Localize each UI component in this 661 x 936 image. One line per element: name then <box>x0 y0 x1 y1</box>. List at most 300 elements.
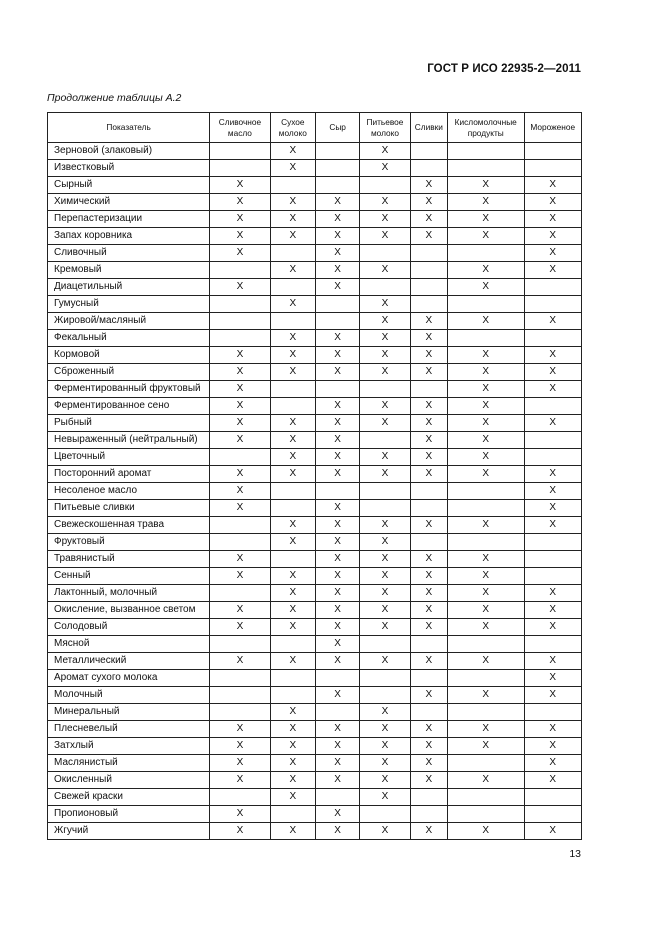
table-cell: X <box>360 466 410 483</box>
table-cell <box>210 704 270 721</box>
table-cell: X <box>315 738 359 755</box>
table-cell <box>410 279 447 296</box>
table-cell: X <box>524 653 582 670</box>
table-cell: X <box>270 449 315 466</box>
table-cell <box>270 398 315 415</box>
table-cell <box>447 704 524 721</box>
table-row <box>48 568 582 585</box>
row-label: Маслянистый <box>48 755 210 772</box>
table-cell: X <box>270 721 315 738</box>
table-cell: X <box>410 415 447 432</box>
table-cell: X <box>410 177 447 194</box>
table-row <box>48 364 582 381</box>
table-cell <box>524 449 582 466</box>
table-cell: X <box>210 194 270 211</box>
column-header-drinking-milk: Питьевое молоко <box>360 113 410 143</box>
row-label: Окисленный <box>48 772 210 789</box>
table-cell <box>447 636 524 653</box>
table-cell: X <box>410 466 447 483</box>
table-cell <box>360 670 410 687</box>
table-cell <box>315 177 359 194</box>
row-label: Металлический <box>48 653 210 670</box>
table-cell: X <box>210 772 270 789</box>
table-cell: X <box>210 806 270 823</box>
table-cell <box>524 330 582 347</box>
table-cell <box>360 177 410 194</box>
table-cell: X <box>270 347 315 364</box>
table-cell: X <box>315 279 359 296</box>
table-cell <box>410 704 447 721</box>
column-header-butter: Сливочное масло <box>210 113 270 143</box>
column-header-ice-cream: Мороженое <box>524 113 582 143</box>
row-label: Диацетильный <box>48 279 210 296</box>
table-cell <box>210 670 270 687</box>
table-cell <box>270 551 315 568</box>
table-cell: X <box>360 568 410 585</box>
table-cell: X <box>410 721 447 738</box>
table-cell: X <box>410 211 447 228</box>
table-row <box>48 619 582 636</box>
table-cell <box>270 177 315 194</box>
page-number: 13 <box>569 848 581 860</box>
table-cell: X <box>447 194 524 211</box>
table-cell <box>410 806 447 823</box>
table-cell <box>315 704 359 721</box>
table-cell <box>210 262 270 279</box>
table-cell <box>410 636 447 653</box>
table-cell: X <box>360 551 410 568</box>
table-row <box>48 262 582 279</box>
table-cell: X <box>447 313 524 330</box>
table-cell: X <box>210 738 270 755</box>
table-cell: X <box>315 806 359 823</box>
table-cell: X <box>447 619 524 636</box>
table-row <box>48 415 582 432</box>
table-cell <box>210 534 270 551</box>
table-cell <box>447 534 524 551</box>
table-cell: X <box>315 534 359 551</box>
table-cell: X <box>315 330 359 347</box>
row-label: Питьевые сливки <box>48 500 210 517</box>
table-cell: X <box>360 772 410 789</box>
table-cell: X <box>270 517 315 534</box>
table-row <box>48 823 582 840</box>
table-row <box>48 687 582 704</box>
table-row <box>48 551 582 568</box>
table-cell <box>410 160 447 177</box>
row-label: Невыраженный (нейтральный) <box>48 432 210 449</box>
table-cell: X <box>447 721 524 738</box>
table-row <box>48 534 582 551</box>
table-cell: X <box>210 823 270 840</box>
table-row <box>48 789 582 806</box>
table-cell: X <box>524 262 582 279</box>
table-cell: X <box>447 432 524 449</box>
table-cell: X <box>210 602 270 619</box>
table-cell: X <box>410 602 447 619</box>
table-row <box>48 228 582 245</box>
table-cell <box>524 398 582 415</box>
table-cell: X <box>360 721 410 738</box>
row-label: Ферментированный фруктовый <box>48 381 210 398</box>
table-cell: X <box>447 517 524 534</box>
table-cell: X <box>270 585 315 602</box>
table-cell <box>524 806 582 823</box>
table-cell: X <box>447 177 524 194</box>
table-cell: X <box>315 568 359 585</box>
table-cell: X <box>410 687 447 704</box>
table-cell: X <box>210 228 270 245</box>
table-cell: X <box>315 585 359 602</box>
table-cell: X <box>410 228 447 245</box>
table-cell: X <box>360 262 410 279</box>
table-cell: X <box>524 755 582 772</box>
table-cell: X <box>315 619 359 636</box>
row-label: Фекальный <box>48 330 210 347</box>
table-row <box>48 738 582 755</box>
table-cell: X <box>210 398 270 415</box>
table-cell: X <box>210 364 270 381</box>
column-header-milk-powder: Сухое молоко <box>270 113 315 143</box>
table-cell <box>270 279 315 296</box>
table-cell: X <box>447 823 524 840</box>
row-label: Лактонный, молочный <box>48 585 210 602</box>
table-cell: X <box>410 772 447 789</box>
table-cell: X <box>447 568 524 585</box>
table-cell: X <box>360 194 410 211</box>
table-cell: X <box>447 364 524 381</box>
table-cell <box>410 296 447 313</box>
table-cell: X <box>270 704 315 721</box>
table-row <box>48 211 582 228</box>
table-cell: X <box>410 347 447 364</box>
table-cell: X <box>410 432 447 449</box>
table-cell: X <box>447 415 524 432</box>
table-cell: X <box>210 245 270 262</box>
column-header-cream: Сливки <box>410 113 447 143</box>
row-label: Минеральный <box>48 704 210 721</box>
row-label: Гумусный <box>48 296 210 313</box>
table-cell: X <box>524 228 582 245</box>
table-row <box>48 398 582 415</box>
table-cell: X <box>270 619 315 636</box>
table-cell <box>315 483 359 500</box>
row-label: Затхлый <box>48 738 210 755</box>
row-label: Сброженный <box>48 364 210 381</box>
table-cell <box>360 806 410 823</box>
table-cell: X <box>524 415 582 432</box>
table-cell: X <box>210 568 270 585</box>
table-cell <box>447 330 524 347</box>
table-row <box>48 160 582 177</box>
table-cell: X <box>360 823 410 840</box>
table-cell: X <box>315 551 359 568</box>
table-cell: X <box>360 653 410 670</box>
table-cell <box>524 279 582 296</box>
table-cell: X <box>210 381 270 398</box>
table-cell: X <box>524 823 582 840</box>
table-cell <box>524 160 582 177</box>
table-cell: X <box>315 500 359 517</box>
row-label: Кормовой <box>48 347 210 364</box>
table-cell <box>210 789 270 806</box>
table-cell: X <box>360 347 410 364</box>
table-cell: X <box>360 143 410 160</box>
table-cell <box>360 245 410 262</box>
table-cell: X <box>360 415 410 432</box>
table-cell: X <box>315 211 359 228</box>
table-cell: X <box>360 330 410 347</box>
table-cell <box>315 670 359 687</box>
table-cell <box>210 143 270 160</box>
row-label: Молочный <box>48 687 210 704</box>
table-cell: X <box>447 347 524 364</box>
table-cell <box>447 296 524 313</box>
table-cell: X <box>524 602 582 619</box>
table-cell: X <box>410 823 447 840</box>
table-cell <box>210 296 270 313</box>
table-cell: X <box>410 738 447 755</box>
table-cell: X <box>315 228 359 245</box>
table-cell <box>410 483 447 500</box>
table-cell: X <box>360 228 410 245</box>
table-cell: X <box>270 143 315 160</box>
table-cell <box>270 381 315 398</box>
table-cell: X <box>447 381 524 398</box>
row-label: Сырный <box>48 177 210 194</box>
table-cell: X <box>447 398 524 415</box>
table-cell: X <box>447 602 524 619</box>
table-cell: X <box>270 823 315 840</box>
table-cell <box>524 534 582 551</box>
row-label: Сливочный <box>48 245 210 262</box>
table-cell: X <box>315 449 359 466</box>
table-cell <box>270 483 315 500</box>
table-cell <box>360 500 410 517</box>
table-cell <box>360 432 410 449</box>
table-cell: X <box>210 551 270 568</box>
table-cell <box>524 143 582 160</box>
table-row <box>48 194 582 211</box>
table-cell: X <box>447 466 524 483</box>
row-label: Запах коровника <box>48 228 210 245</box>
table-cell <box>524 551 582 568</box>
table-cell: X <box>524 721 582 738</box>
row-label: Окисление, вызванное светом <box>48 602 210 619</box>
table-cell: X <box>524 670 582 687</box>
table-row <box>48 381 582 398</box>
table-cell: X <box>524 500 582 517</box>
table-cell: X <box>210 653 270 670</box>
table-cell: X <box>315 262 359 279</box>
row-label: Известковый <box>48 160 210 177</box>
row-label: Цветочный <box>48 449 210 466</box>
table-cell: X <box>410 551 447 568</box>
table-cell <box>210 330 270 347</box>
table-cell: X <box>270 296 315 313</box>
table-cell: X <box>524 517 582 534</box>
table-cell: X <box>315 398 359 415</box>
table-cell: X <box>360 619 410 636</box>
table-cell: X <box>524 738 582 755</box>
table-cell: X <box>315 466 359 483</box>
row-label: Жгучий <box>48 823 210 840</box>
table-cell <box>210 636 270 653</box>
table-cell: X <box>360 517 410 534</box>
table-cell: X <box>315 194 359 211</box>
table-cell <box>524 568 582 585</box>
table-cell: X <box>360 211 410 228</box>
table-cell <box>410 670 447 687</box>
table-cell: X <box>360 789 410 806</box>
table-cell: X <box>524 687 582 704</box>
table-cell: X <box>315 772 359 789</box>
table-cell: X <box>360 398 410 415</box>
table-cell <box>410 143 447 160</box>
table-cell: X <box>315 823 359 840</box>
table-cell: X <box>270 568 315 585</box>
table-row <box>48 721 582 738</box>
table-cell <box>410 500 447 517</box>
table-row <box>48 602 582 619</box>
table-cell <box>270 806 315 823</box>
row-label: Жировой/масляный <box>48 313 210 330</box>
table-cell <box>447 806 524 823</box>
row-label: Плесневелый <box>48 721 210 738</box>
table-cell: X <box>270 160 315 177</box>
table-row <box>48 245 582 262</box>
table-cell: X <box>210 619 270 636</box>
table-cell: X <box>315 364 359 381</box>
table-row <box>48 806 582 823</box>
table-cell: X <box>410 313 447 330</box>
table-cell: X <box>210 415 270 432</box>
table-row <box>48 279 582 296</box>
table-cell <box>447 245 524 262</box>
table-cell: X <box>410 194 447 211</box>
table-cell: X <box>447 262 524 279</box>
table-cell: X <box>447 687 524 704</box>
row-label: Несоленое масло <box>48 483 210 500</box>
table-cell: X <box>270 738 315 755</box>
column-header-indicator: Показатель <box>48 113 210 143</box>
table-cell: X <box>315 636 359 653</box>
table-cell: X <box>360 755 410 772</box>
table-cell <box>315 296 359 313</box>
table-cell: X <box>524 211 582 228</box>
table-cell <box>270 670 315 687</box>
table-cell: X <box>524 245 582 262</box>
table-cell: X <box>210 432 270 449</box>
table-row <box>48 432 582 449</box>
table-cell: X <box>447 653 524 670</box>
table-cell <box>315 381 359 398</box>
table-header-row <box>48 113 582 143</box>
table-cell: X <box>360 534 410 551</box>
table-cell <box>410 245 447 262</box>
table-cell: X <box>210 211 270 228</box>
table-cell: X <box>524 364 582 381</box>
table-cell: X <box>410 449 447 466</box>
table-body <box>48 143 582 840</box>
row-label: Перепастеризации <box>48 211 210 228</box>
table-cell: X <box>315 602 359 619</box>
table-cell: X <box>410 398 447 415</box>
table-row <box>48 704 582 721</box>
table-cell: X <box>270 211 315 228</box>
table-cell <box>270 500 315 517</box>
table-cell <box>210 687 270 704</box>
table-cell: X <box>210 466 270 483</box>
table-cell: X <box>360 296 410 313</box>
table-row <box>48 517 582 534</box>
table-row <box>48 755 582 772</box>
row-label: Свежескошенная трава <box>48 517 210 534</box>
table-cell: X <box>447 228 524 245</box>
table-cell: X <box>360 585 410 602</box>
table-cell: X <box>447 279 524 296</box>
row-label: Зерновой (злаковый) <box>48 143 210 160</box>
table-cell: X <box>360 738 410 755</box>
table-cell: X <box>270 432 315 449</box>
table-cell: X <box>315 245 359 262</box>
row-label: Солодовый <box>48 619 210 636</box>
table-cell: X <box>210 721 270 738</box>
document-code: ГОСТ Р ИСО 22935-2—2011 <box>427 63 581 75</box>
row-label: Аромат сухого молока <box>48 670 210 687</box>
table-cell <box>447 789 524 806</box>
table-cell <box>270 245 315 262</box>
table-row <box>48 449 582 466</box>
table-cell <box>447 500 524 517</box>
table-cell <box>410 534 447 551</box>
table-cell: X <box>315 517 359 534</box>
table-cell: X <box>447 211 524 228</box>
table-cell <box>524 296 582 313</box>
table-cell <box>315 143 359 160</box>
table-cell: X <box>524 585 582 602</box>
table-cell <box>315 789 359 806</box>
table-cell: X <box>210 347 270 364</box>
table-cell: X <box>524 619 582 636</box>
table-cell: X <box>447 449 524 466</box>
table-cell <box>270 636 315 653</box>
table-cell: X <box>315 432 359 449</box>
table-cell: X <box>270 364 315 381</box>
table-cell: X <box>447 772 524 789</box>
row-label: Ферментированное сено <box>48 398 210 415</box>
table-row <box>48 500 582 517</box>
table-cell: X <box>270 789 315 806</box>
table-cell <box>360 636 410 653</box>
table-cell <box>210 517 270 534</box>
table-cell: X <box>315 687 359 704</box>
table-cell <box>270 687 315 704</box>
table-row <box>48 143 582 160</box>
table-cell <box>410 381 447 398</box>
table-row <box>48 347 582 364</box>
table-cell: X <box>210 483 270 500</box>
row-label: Травянистый <box>48 551 210 568</box>
attributes-table <box>47 112 582 840</box>
table-cell <box>270 313 315 330</box>
table-row <box>48 483 582 500</box>
table-cell: X <box>410 330 447 347</box>
table-cell: X <box>524 466 582 483</box>
table-cell: X <box>270 534 315 551</box>
table-cell <box>447 755 524 772</box>
row-label: Посторонний аромат <box>48 466 210 483</box>
